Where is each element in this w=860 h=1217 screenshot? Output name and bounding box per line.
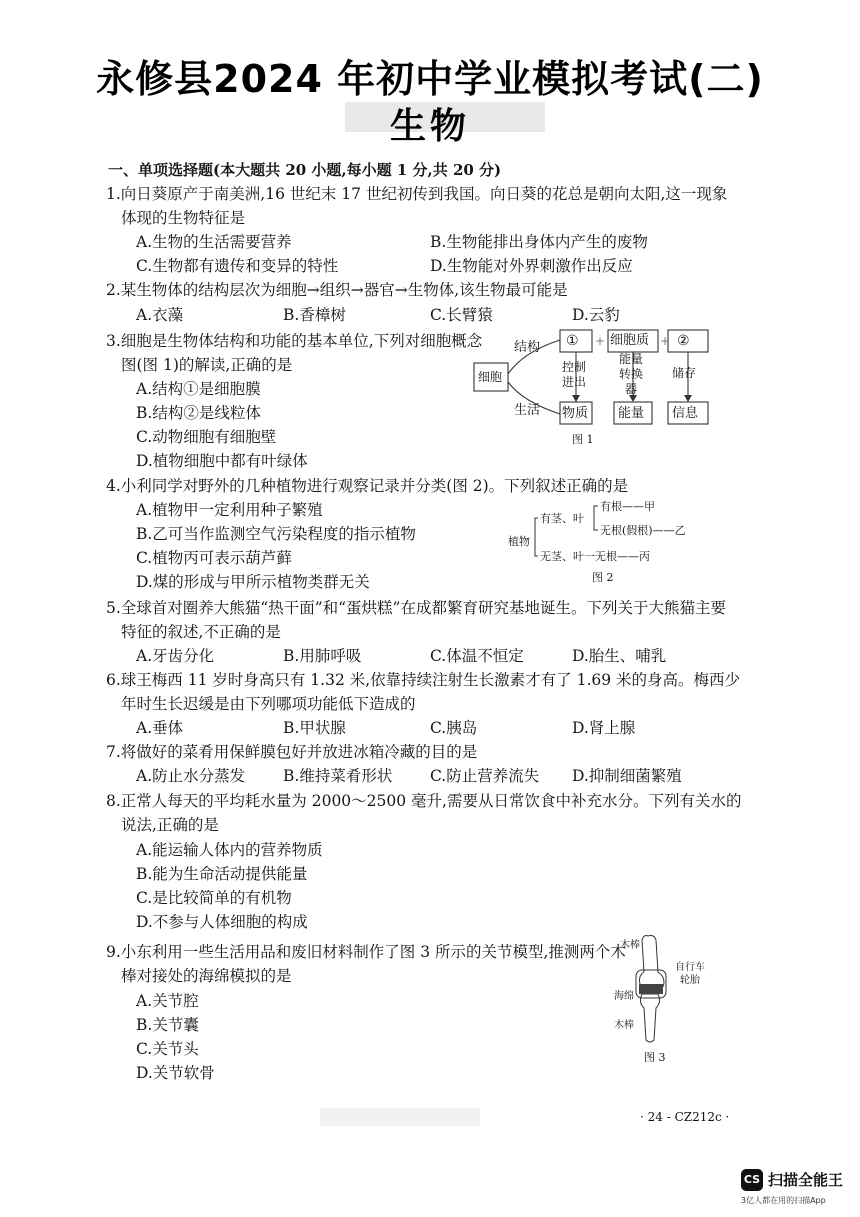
fig1-label-control-2: 进出 xyxy=(562,375,587,389)
question-1-option-b: B.生物能排出身体内产生的废物 xyxy=(430,233,648,251)
fig1-label-store: 储存 xyxy=(672,366,697,380)
question-2-stem-line-1: 2.某生物体的结构层次为细胞→组织→器官→生物体,该生物最可能是 xyxy=(106,281,568,299)
question-8-option-d: D.不参与人体细胞的构成 xyxy=(136,913,308,931)
question-1-option-a: A.生物的生活需要营养 xyxy=(136,233,292,251)
scanner-tagline: 3亿人都在用的扫描App xyxy=(741,1196,826,1205)
question-1-stem-line-2: 体现的生物特征是 xyxy=(121,209,246,227)
question-7-option-c: C.防止营养流失 xyxy=(430,767,540,785)
fig3-label-tire-1: 自行车 xyxy=(675,962,705,973)
question-4-stem-line-1: 4.小利同学对野外的几种植物进行观察记录并分类(图 2)。下列叙述正确的是 xyxy=(106,477,629,495)
question-9-option-b: B.关节囊 xyxy=(136,1016,199,1034)
question-3-option-c: C.动物细胞有细胞壁 xyxy=(136,428,277,446)
question-8-option-a: A.能运输人体内的营养物质 xyxy=(136,841,323,859)
question-8-option-c: C.是比较简单的有机物 xyxy=(136,889,292,907)
question-2-option-b: B.香樟树 xyxy=(283,306,346,324)
fig1-box-1: ① xyxy=(566,333,579,349)
scanner-app-name: 扫描全能王 xyxy=(768,1171,844,1189)
question-8-stem-line-2: 说法,正确的是 xyxy=(121,816,219,834)
fig1-label-energy-1: 能量 xyxy=(619,352,644,366)
question-1-option-c: C.生物都有遗传和变异的特性 xyxy=(136,257,339,275)
question-9-stem-line-1: 9.小东利用一些生活用品和废旧材料制作了图 3 所示的关节模型,推测两个木 xyxy=(106,943,626,961)
section-header: 一、单项选择题(本大题共 20 小题,每小题 1 分,共 20 分) xyxy=(108,161,502,179)
fig1-label-energy-3: 器 xyxy=(625,382,638,396)
fig2-branch-b: 无茎、叶一无根——丙 xyxy=(540,550,650,563)
question-3-option-d: D.植物细胞中都有叶绿体 xyxy=(136,452,308,470)
fig1-label-structure: 结构 xyxy=(514,340,541,355)
question-7-option-b: B.维持菜肴形状 xyxy=(283,767,393,785)
question-7-option-d: D.抑制细菌繁殖 xyxy=(572,767,682,785)
fig2-leaf-jia: 有根——甲 xyxy=(600,500,655,513)
fig3-label-sponge: 海绵 xyxy=(614,991,634,1002)
fig3-label-stick-top: 木棒 xyxy=(620,940,640,951)
question-9-option-d: D.关节软骨 xyxy=(136,1064,215,1082)
scanner-logo-icon: CS xyxy=(741,1169,763,1191)
question-5-option-a: A.牙齿分化 xyxy=(136,647,215,665)
scan-smudge-bottom xyxy=(320,1108,480,1126)
fig3-label-tire-2: 轮胎 xyxy=(680,975,700,986)
question-3-option-b: B.结构②是线粒体 xyxy=(136,404,261,422)
exam-title: 永修县2024 年初中学业模拟考试(二) xyxy=(96,57,764,101)
fig2-leaf-yi: 无根(假根)——乙 xyxy=(600,524,686,537)
fig1-box-info: 信息 xyxy=(672,406,699,421)
question-2-option-c: C.长臂猿 xyxy=(430,306,493,324)
question-2-option-d: D.云豹 xyxy=(572,306,620,324)
question-5-stem-line-2: 特征的叙述,不正确的是 xyxy=(121,623,281,641)
question-4-option-b: B.乙可当作监测空气污染程度的指示植物 xyxy=(136,525,416,543)
fig1-box-matter: 物质 xyxy=(562,406,589,421)
question-7-option-a: A.防止水分蒸发 xyxy=(136,767,246,785)
question-5-option-b: B.用肺呼吸 xyxy=(283,647,362,665)
question-5-option-d: D.胎生、哺乳 xyxy=(572,647,667,665)
fig1-plus-2: + xyxy=(660,334,671,348)
fig3-caption: 图 3 xyxy=(644,1051,666,1064)
fig1-label-control-1: 控制 xyxy=(562,360,587,374)
question-9-stem-line-2: 棒对接处的海绵模拟的是 xyxy=(121,967,292,985)
question-6-stem-line-1: 6.球王梅西 11 岁时身高只有 1.32 米,依靠持续注射生长激素才有了 1.69 米的身高。梅西少 xyxy=(106,671,741,689)
fig1-label-cell: 细胞 xyxy=(478,370,503,384)
question-4-option-d: D.煤的形成与甲所示植物类群无关 xyxy=(136,573,370,591)
fig1-label-energy-2: 转换 xyxy=(619,367,644,381)
question-8-stem-line-1: 8.正常人每天的平均耗水量为 2000～2500 毫升,需要从日常饮食中补充水分。下列有关水的 xyxy=(106,792,742,810)
page-code: · 24 - CZ212c · xyxy=(640,1110,730,1124)
question-6-option-d: D.肾上腺 xyxy=(572,719,636,737)
fig1-box-2: ② xyxy=(677,333,690,349)
question-1-stem-line-1: 1.向日葵原产于南美洲,16 世纪末 17 世纪初传到我国。向日葵的花总是朝向太阳,这一现象 xyxy=(106,185,728,203)
question-8-option-b: B.能为生命活动提供能量 xyxy=(136,865,308,883)
question-5-stem-line-1: 5.全球首对圈养大熊猫“热干面”和“蛋烘糕”在成都繁育研究基地诞生。下列关于大熊猫主要 xyxy=(106,599,726,617)
fig1-caption: 图 1 xyxy=(572,433,594,446)
question-3-stem-line-2: 图(图 1)的解读,正确的是 xyxy=(121,356,293,374)
fig3-label-stick-bottom: 木棒 xyxy=(614,1020,634,1031)
question-1-option-d: D.生物能对外界刺激作出反应 xyxy=(430,257,633,275)
question-9-option-a: A.关节腔 xyxy=(136,992,199,1010)
fig2-branch-a: 有茎、叶 xyxy=(540,512,584,525)
question-3-stem-line-1: 3.细胞是生物体结构和功能的基本单位,下列对细胞概念 xyxy=(106,332,483,350)
question-9-option-c: C.关节头 xyxy=(136,1040,199,1058)
question-6-option-c: C.胰岛 xyxy=(430,719,478,737)
question-4-option-a: A.植物甲一定利用种子繁殖 xyxy=(136,501,323,519)
question-3-option-a: A.结构①是细胞膜 xyxy=(136,380,261,398)
question-6-stem-line-2: 年时生长迟缓是由下列哪项功能低下造成的 xyxy=(121,695,416,713)
exam-subject: 生物 xyxy=(389,106,470,147)
question-2-option-a: A.衣藻 xyxy=(136,306,184,324)
fig1-plus-1: + xyxy=(595,334,606,348)
fig2-caption: 图 2 xyxy=(592,571,614,584)
question-7-stem-line-1: 7.将做好的菜肴用保鲜膜包好并放进冰箱冷藏的目的是 xyxy=(106,743,478,761)
question-4-option-c: C.植物丙可表示葫芦藓 xyxy=(136,549,292,567)
fig1-label-life: 生活 xyxy=(514,403,541,418)
fig2-root: 植物 xyxy=(508,535,530,548)
question-6-option-a: A.垂体 xyxy=(136,719,184,737)
fig1-box-cytoplasm: 细胞质 xyxy=(610,333,650,348)
question-6-option-b: B.甲状腺 xyxy=(283,719,346,737)
question-5-option-c: C.体温不恒定 xyxy=(430,647,524,665)
fig1-box-energy: 能量 xyxy=(618,406,645,421)
